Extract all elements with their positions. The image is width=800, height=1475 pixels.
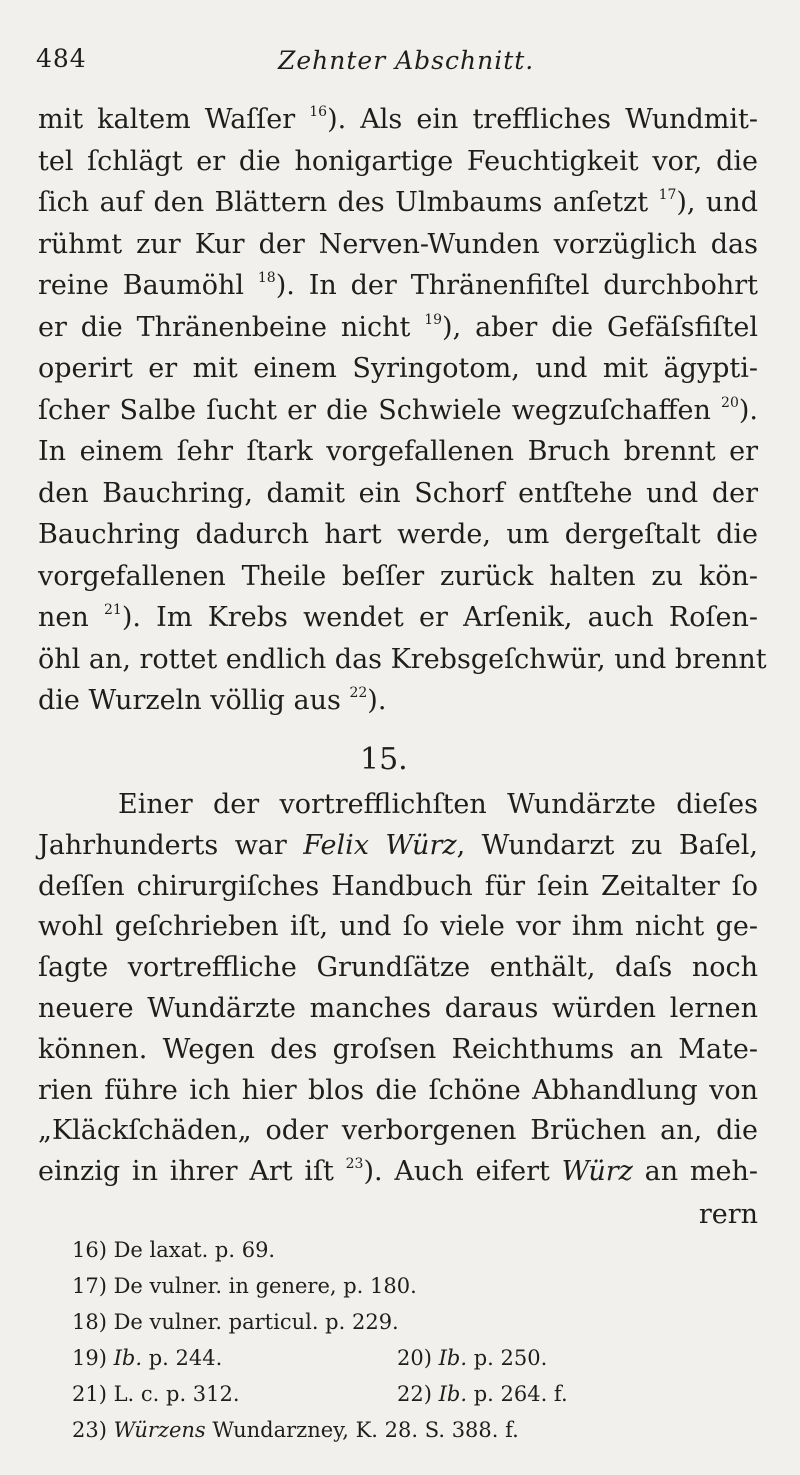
text-line: ſcher Salbe ſucht er die Schwiele wegzuſchaffen $^{20}$). [38, 394, 758, 426]
text-line: rühmt zur Kur der Nerven-Wunden vorzüglich das [38, 228, 758, 260]
text-line: ſagte vortreffliche Grundſätze enthält, daſs noch [38, 952, 758, 984]
text-line: neuere Wundärzte manches daraus würden lernen [38, 993, 758, 1024]
footnote: 17) De vulner. in genere, p. 180. [72, 1274, 417, 1298]
footnote-marker: 21 [104, 602, 122, 618]
italic-name: Ib. [438, 1346, 468, 1370]
italic-name: Würzens [113, 1418, 206, 1442]
text-line: öhl an, rottet endlich das Krebsgeſchwür, und brennt [38, 643, 767, 675]
footnote: 16) De laxat. p. 69. [72, 1238, 276, 1262]
text-line: einzig in ihrer Art iſt $^{23}$). Auch eifert Würz an meh- [38, 1156, 759, 1188]
italic-name: Ib. [113, 1346, 143, 1370]
text-line: In einem ſehr ſtark vorgefallenen Bruch brennt er [38, 436, 758, 467]
footnote-marker: 19 [424, 311, 443, 328]
footnote-marker: 17 [658, 187, 677, 203]
running-head [36, 44, 760, 84]
text-line: deſſen chirurgiſches Handbuch für ſein Zeitalter ſo [38, 870, 758, 902]
text-line: ſich auf den Blättern des Ulmbaums anſetzt $^{17}$), und [38, 187, 758, 218]
footnote: 18) De vulner. particul. p. 229. [72, 1310, 399, 1334]
footnote: 20) Ib. p. 250. [397, 1346, 548, 1370]
text-line: Bauchring dadurch hart werde, um dergeſtalt die [38, 519, 758, 550]
text-line: rien führe ich hier blos die ſchöne Abhandlung von [38, 1074, 758, 1106]
text-line: tel ſchlägt er die honigartige Feuchtigkeit vor, die [38, 145, 758, 177]
text-line: nen $^{21}$). Im Krebs wendet er Arſenik, auch Roſen- [38, 602, 758, 633]
footnote: 22) Ib. p. 264. f. [397, 1382, 568, 1406]
footnote: 19) Ib. p. 244. 20) Ib. p. 250. [72, 1343, 222, 1373]
catchword: rern [698, 1199, 758, 1230]
italic-name: Felix Würz [303, 829, 457, 861]
text-line: können. Wegen des groſsen Reichthums an Mate- [38, 1033, 758, 1065]
text-line: Jahrhunderts war Felix Würz, Wundarzt zu Baſel, [38, 829, 758, 861]
italic-name: Würz [561, 1156, 633, 1188]
text-line: Einer der vortrefflichſten Wundärzte dieſes [118, 789, 758, 820]
text-line: wohl geſchrieben iſt, und ſo viele vor ihm nicht ge- [38, 911, 758, 943]
footnote: 23) Würzens Wundarzney, K. 28. S. 388. f. [72, 1418, 519, 1442]
text-line: operirt er mit einem Syringotom, und mit ägypti- [38, 353, 758, 384]
footnote: 21) L. c. p. 312. 22) Ib. p. 264. f. [72, 1379, 240, 1409]
text-line: reine Baumöhl $^{18}$). In der Thränenfiſtel durchbohrt [38, 270, 758, 301]
text-line: mit kaltem Waſſer $^{16}$). Als ein treffliches Wundmit- [38, 104, 758, 135]
page-number: 484 [36, 44, 87, 73]
text-line: den Bauchring, damit ein Schorf entſtehe und der [38, 477, 758, 509]
footnote-marker: 20 [721, 394, 739, 411]
footnote-marker: 23 [345, 1156, 364, 1173]
text-line: er die Thränenbeine nicht $^{19}$), aber die Gefäſsfiſtel [38, 311, 758, 343]
footnote-marker: 18 [257, 270, 276, 286]
footnote-marker: 22 [349, 685, 368, 701]
text-line: die Wurzeln völlig aus $^{22}$). [38, 685, 387, 716]
text-line: vorgefallenen Theile beſſer zurück halten zu kön- [38, 560, 758, 592]
italic-name: Ib. [438, 1382, 468, 1406]
section-number: 15. [360, 742, 408, 777]
running-title: Zehnter Abschnitt. [278, 46, 535, 75]
text-line: „Kläckſchäden„ oder verborgenen Brüchen an, die [38, 1115, 758, 1147]
footnote-marker: 16 [309, 104, 328, 120]
